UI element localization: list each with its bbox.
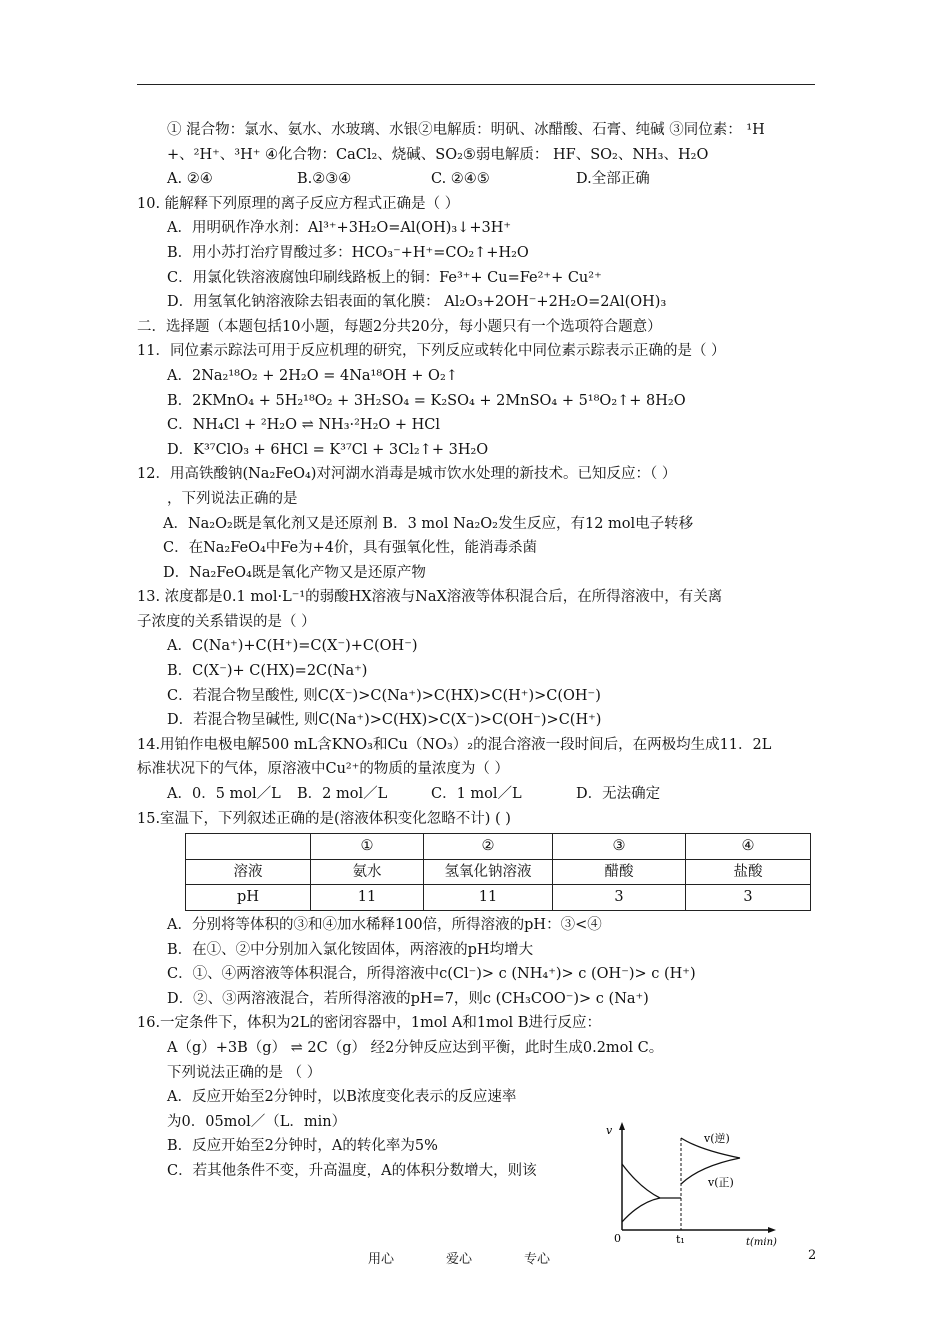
option-item: C. ②④⑤ [431, 171, 490, 188]
option-item: D．无法确定 [576, 786, 661, 803]
text-line: A．2Na₂¹⁸O₂ + 2H₂O = 4Na¹⁸OH + O₂↑ [167, 367, 458, 384]
table-cell [186, 834, 311, 860]
text-line: C．用氯化铁溶液腐蚀印刷线路板上的铜：Fe³⁺+ Cu=Fe²⁺+ Cu²⁺ [167, 269, 602, 286]
graph-curve-forward-before [622, 1198, 660, 1222]
table-cell: ② [424, 834, 553, 860]
table-cell: 氢氧化钠溶液 [424, 859, 553, 885]
content-body [137, 118, 817, 1184]
text-line: D．K³⁷ClO₃ + 6HCl = K³⁷Cl + 3Cl₂↑+ 3H₂O [167, 441, 489, 458]
text-line: 11．同位素示踪法可用于反应机理的研究，下列反应或转化中同位素示踪表示正确的是（ ） [137, 343, 726, 360]
text-line: 14.用铂作电极电解500 mL含KNO₃和Cu（NO₃）₂的混合溶液一段时间后，在两极均生成11．2L [137, 736, 772, 753]
text-line: B．2KMnO₄ + 5H₂¹⁸O₂ + 3H₂SO₄ = K₂SO₄ + 2MnSO₄ + 5¹⁸O₂↑+ 8H₂O [167, 392, 686, 409]
rate-time-graph [600, 1118, 780, 1248]
graph-t1-label: t₁ [676, 1233, 685, 1246]
text-line: B．在①、②中分别加入氯化铵固体，两溶液的pH均增大 [167, 941, 534, 958]
footer-word-1: 用心 [368, 1252, 395, 1267]
text-line: ① 混合物：氯水、氨水、水玻璃、水银②电解质：明矾、冰醋酸、石膏、纯碱 ③同位素： ¹H [167, 122, 765, 138]
text-line: D．若混合物呈碱性, 则C(Na⁺)>C(HX)>C(X⁻)>C(OH⁻)>C(H⁺) [167, 712, 602, 729]
text-line: C．NH₄Cl + ²H₂O ⇌ NH₃·²H₂O + HCl [167, 417, 441, 434]
option-item: A．0．5 mol／L [167, 786, 281, 803]
option-item: D.全部正确 [576, 171, 650, 188]
table-cell: ① [311, 834, 424, 860]
text-line: C．若其他条件不变，升高温度，A的体积分数增大，则该 [167, 1162, 537, 1179]
text-line: 子浓度的关系错误的是（ ） [137, 613, 316, 630]
footer-word-3: 专心 [524, 1252, 551, 1267]
text-line: 12．用高铁酸钠(Na₂FeO₄)对河湖水消毒是城市饮水处理的新技术。已知反应：（ ） [137, 466, 677, 483]
graph-reverse-label: v(逆) [704, 1132, 730, 1145]
text-line: D．Na₂FeO₄既是氧化产物又是还原产物 [163, 564, 426, 581]
text-line: 下列说法正确的是 （ ） [167, 1064, 322, 1081]
graph-forward-label: v(正) [708, 1176, 734, 1189]
text-line: A．C(Na⁺)+C(H⁺)=C(X⁻)+C(OH⁻) [167, 638, 418, 655]
text-line: 标准状况下的气体，原溶液中Cu²⁺的物质的量浓度为（ ） [137, 761, 510, 778]
text-line: A．分别将等体积的③和④加水稀释100倍，所得溶液的pH：③<④ [167, 917, 602, 933]
option-item: C．1 mol／L [431, 786, 522, 803]
table-cell: pH [186, 885, 311, 911]
text-line: C．若混合物呈酸性, 则C(X⁻)>C(Na⁺)>C(HX)>C(H⁺)>C(OH⁻) [167, 687, 601, 704]
text-line: 16.一定条件下，体积为2L的密闭容器中，1mol A和1mol B进行反应： [137, 1015, 601, 1032]
option-item: B.②③④ [297, 171, 352, 188]
option-item: A. ②④ [167, 171, 213, 188]
text-line: D．②、③两溶液混合，若所得溶液的pH=7，则c (CH₃COO⁻)> c (Na⁺) [167, 990, 649, 1007]
ph-table [185, 833, 811, 911]
text-line: C．①、④两溶液等体积混合，所得溶液中c(Cl⁻)> c (NH₄⁺)> c (OH⁻)> c (H⁺) [167, 966, 696, 983]
text-line: +、²H⁺、³H⁺ ④化合物：CaCl₂、烧碱、SO₂⑤弱电解质： HF、SO₂、NH₃、H₂O [167, 146, 709, 163]
text-line: ，下列说法正确的是 [167, 490, 298, 507]
text-line: 二．选择题（本题包括10小题，每题2分共20分，每小题只有一个选项符合题意） [137, 318, 662, 335]
table-cell: 氨水 [311, 859, 424, 885]
text-line: 15.室温下，下列叙述正确的是(溶液体积变化忽略不计) ( ) [137, 810, 511, 827]
table-cell: 3 [553, 885, 686, 911]
table-cell: 11 [424, 885, 553, 911]
text-line: 10. 能解释下列原理的离子反应方程式正确是（ ） [137, 195, 460, 212]
footer-word-2: 爱心 [446, 1252, 473, 1267]
header-rule [137, 84, 815, 85]
graph-y-label: v [606, 1124, 613, 1137]
text-line: 13. 浓度都是0.1 mol·L⁻¹的弱酸HX溶液与NaX溶液等体积混合后，在所得溶液中，有关离 [137, 589, 723, 606]
text-line: A（g）+3B（g） ⇌ 2C（g） 经2分钟反应达到平衡，此时生成0.2mol C。 [167, 1039, 664, 1056]
text-line: A．反应开始至2分钟时，以B浓度变化表示的反应速率 [167, 1089, 517, 1106]
table-row [186, 885, 811, 911]
option-row [137, 782, 817, 807]
page-number: 2 [808, 1248, 817, 1263]
graph-origin-label: 0 [614, 1232, 621, 1245]
table-row [186, 834, 811, 860]
table-cell: ④ [686, 834, 811, 860]
table-row [186, 859, 811, 885]
table-cell: 醋酸 [553, 859, 686, 885]
text-line: B．反应开始至2分钟时，A的转化率为5% [167, 1138, 438, 1155]
text-line: D．用氢氧化钠溶液除去铝表面的氧化膜： Al₂O₃+2OH⁻+2H₂O=2Al(OH)₃ [167, 294, 667, 311]
graph-x-label: t(min) [746, 1237, 777, 1248]
text-line: B．C(X⁻)+ C(HX)=2C(Na⁺) [167, 663, 368, 680]
table-cell: 盐酸 [686, 859, 811, 885]
table-cell: ③ [553, 834, 686, 860]
text-line: A．Na₂O₂既是氧化剂又是还原剂 B．3 mol Na₂O₂发生反应，有12 mol电子转移 [163, 515, 694, 532]
table-cell: 3 [686, 885, 811, 911]
text-line: C．在Na₂FeO₄中Fe为+4价，具有强氧化性，能消毒杀菌 [163, 540, 538, 557]
text-line: A．用明矾作净水剂：Al³⁺+3H₂O=Al(OH)₃↓+3H⁺ [167, 220, 512, 237]
text-line: 为0．05mol／（L．min） [167, 1113, 347, 1130]
table-cell: 溶液 [186, 859, 311, 885]
graph-y-arrow [619, 1122, 625, 1130]
option-item: B．2 mol／L [297, 786, 388, 803]
text-line: B．用小苏打治疗胃酸过多：HCO₃⁻+H⁺=CO₂↑+H₂O [167, 244, 529, 261]
table-cell: 11 [311, 885, 424, 911]
graph-x-arrow [768, 1227, 776, 1233]
option-row [137, 167, 817, 192]
graph-curve-reverse-before [622, 1164, 681, 1198]
